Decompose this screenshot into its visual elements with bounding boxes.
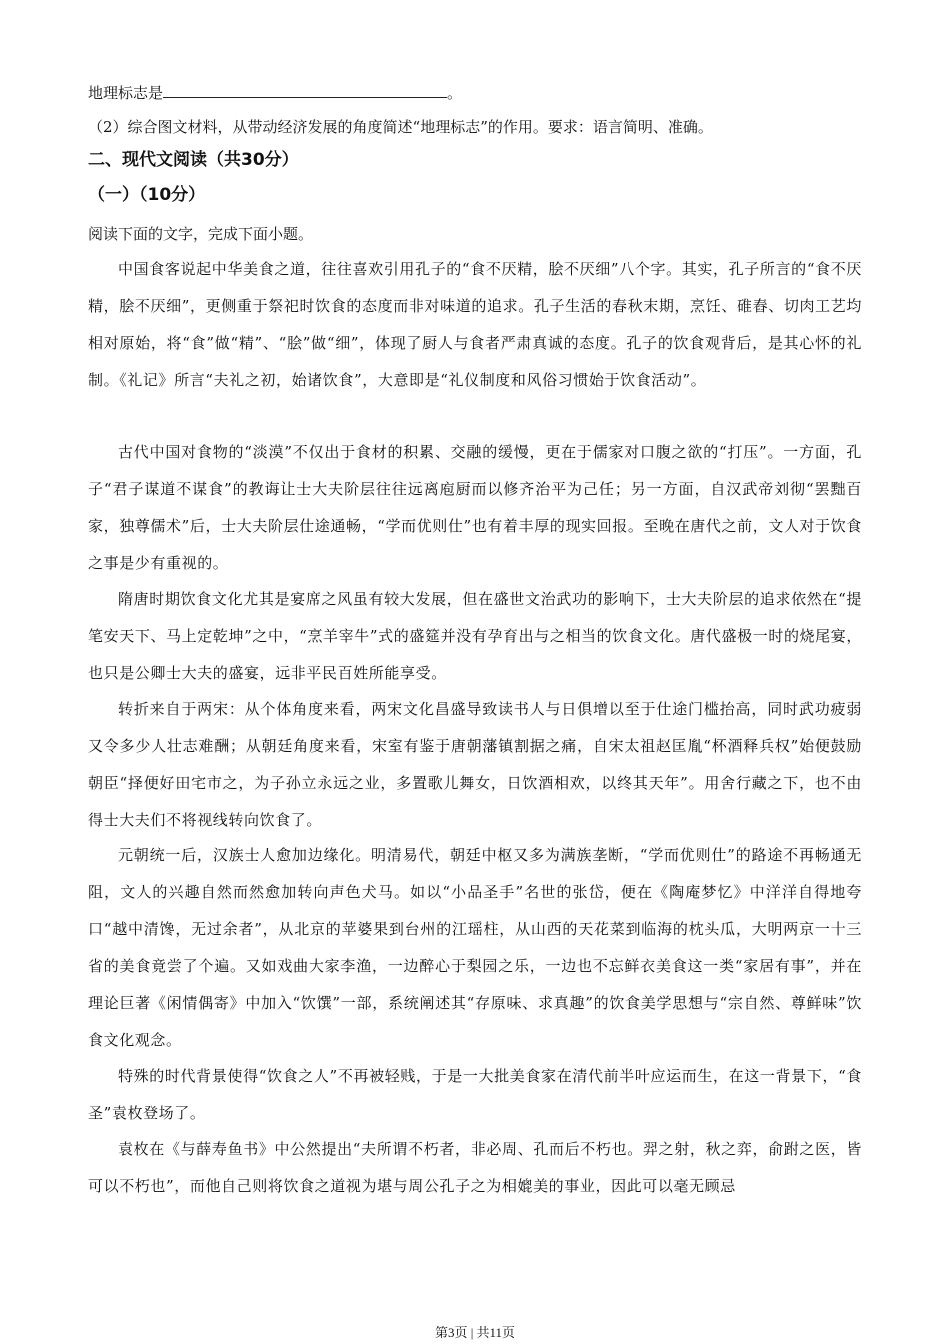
question-1-suffix: 。 bbox=[447, 84, 463, 102]
subsection-title: （一）（10分） bbox=[88, 185, 206, 205]
page-footer: 第3页 | 共11页 bbox=[434, 1325, 516, 1340]
paragraph-7: 袁枚在《与薛寿鱼书》中公然提出“夫所谓不朽者，非必周、孔而后不朽也。羿之射，秋之弈，俞跗之医，皆可以不朽也”，而他自己则将饮食之道视为堪与周公孔子之为相媲美的事业，因此可以毫无顾忌 bbox=[88, 1140, 862, 1195]
paragraph-2: 古代中国对食物的“淡漠”不仅出于食材的积累、交融的缓慢，更在于儒家对口腹之欲的“打压”。一方面，孔子“君子谋道不谋食”的教诲让士大夫阶层往往远离庖厨而以修齐治平为己任；另一方面，自汉武帝刘彻“罢黜百家，独尊儒术”后，士大夫阶层仕途通畅，“学而优则仕”也有着丰厚的现实回报。至晚在唐代之前，文人对于饮食之事是少有重视的。 bbox=[88, 443, 862, 572]
paragraph-3: 隋唐时期饮食文化尤其是宴席之风虽有较大发展，但在盛世文治武功的影响下，士大夫阶层的追求依然在“提笔安天下、马上定乾坤”之中，“烹羊宰牛”式的盛筵并没有孕育出与之相当的饮食文化。唐代盛极一时的烧尾宴，也只是公卿士大夫的盛宴，远非平民百姓所能享受。 bbox=[88, 590, 862, 682]
paragraph-4: 转折来自于两宋：从个体角度来看，两宋文化昌盛导致读书人与日俱增以至于仕途门槛抬高，同时武功疲弱又令多少人壮志难酬；从朝廷角度来看，宋室有鉴于唐朝藩镇割据之痛，自宋太祖赵匡胤“杯酒释兵权”始便鼓励朝臣“择便好田宅市之，为子孙立永远之业，多置歌儿舞女，日饮酒相欢，以终其天年”。用舍行藏之下，也不由得士大夫们不将视线转向饮食了。 bbox=[88, 700, 862, 829]
paragraph-5: 元朝统一后，汉族士人愈加边缘化。明清易代，朝廷中枢又多为满族垄断，“学而优则仕”的路途不再畅通无阻，文人的兴趣自然而然愈加转向声色犬马。如以“小品圣手”名世的张岱，便在《陶庵梦忆》中洋洋自得地夸口“越中清馋，无过余者”，从北京的苹婆果到台州的江瑶柱，从山西的天花菜到临海的枕头瓜，大明两京一十三省的美食竟尝了个遍。又如戏曲大家李渔，一边醉心于梨园之乐，一边也不忘鲜衣美食这一类“家居有事”，并在理论巨著《闲情偶寄》中加入“饮馔”一部，系统阐述其“存原味、求真趣”的饮食美学思想与“宗自然、尊鲜味”饮食文化观念。 bbox=[88, 846, 862, 1049]
question-2: （2）综合图文材料，从带动经济发展的角度简述“地理标志”的作用。要求：语言简明、准确。 bbox=[88, 118, 713, 136]
paragraph-1: 中国食客说起中华美食之道，往往喜欢引用孔子的“食不厌精，脍不厌细”八个字。其实，孔子所言的“食不厌精，脍不厌细”，更侧重于祭祀时饮食的态度而非对味道的追求。孔子生活的春秋末期，烹饪、碓舂、切肉工艺均相对原始，将“食”做“精”、“脍”做“细”，体现了厨人与食者严肃真诚的态度。孔子的饮食观背后，是其心怀的礼制。《礼记》所言“夫礼之初，始诸饮食”，大意即是“礼仪制度和风俗习惯始于饮食活动”。 bbox=[88, 260, 862, 389]
answer-blank[interactable] bbox=[163, 83, 447, 98]
section-title: 二、现代文阅读（共30分） bbox=[88, 150, 299, 170]
paragraph-6: 特殊的时代背景使得“饮食之人”不再被轻贱，于是一大批美食家在清代前半叶应运而生，在这一背景下，“食圣”袁枚登场了。 bbox=[88, 1067, 862, 1122]
question-1-line bbox=[88, 82, 868, 104]
question-1-prefix: 地理标志是 bbox=[88, 84, 164, 102]
reading-instruction: 阅读下面的文字，完成下面小题。 bbox=[88, 225, 314, 243]
